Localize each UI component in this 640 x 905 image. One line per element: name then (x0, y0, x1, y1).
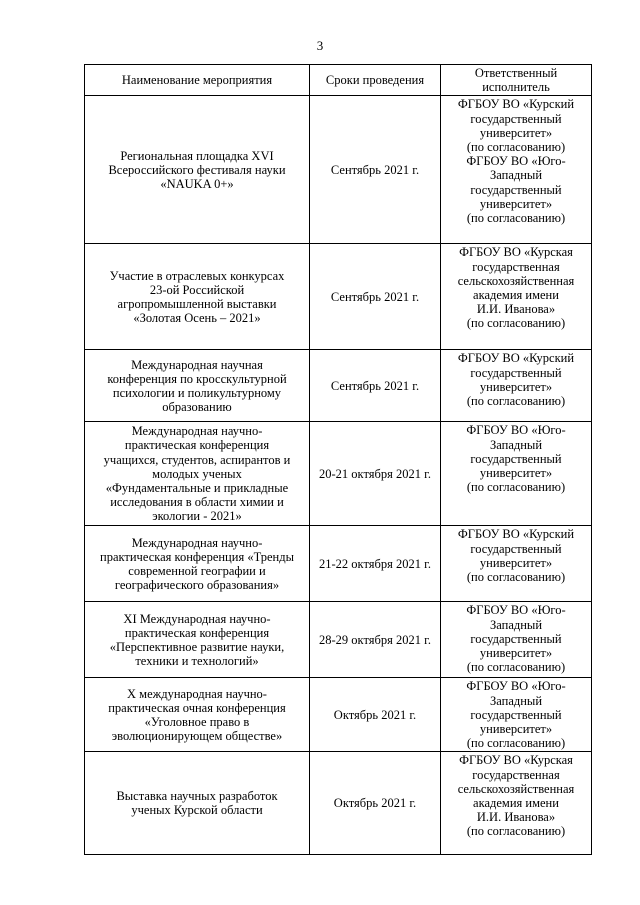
responsible-cell (441, 244, 592, 350)
responsible-line: Западный (489, 617, 543, 632)
responsible-line: академия имени (473, 796, 559, 811)
event-name-line: Международная научно- (131, 535, 263, 550)
event-name-cell (85, 96, 310, 244)
responsible-line: университет» (479, 466, 553, 481)
table-row (85, 350, 592, 422)
responsible-line: ФГБОУ ВО «Курская (459, 245, 573, 260)
event-dates-cell: Сентябрь 2021 г. (310, 350, 441, 422)
event-name-line: практическая конференция «Тренды (100, 549, 294, 564)
responsible-line: ФГБОУ ВО «Курская (459, 753, 573, 768)
event-name-line: техники и технологий» (135, 654, 259, 669)
event-name-line: молодых ученых (152, 466, 242, 481)
responsible-line: ФГБОУ ВО «Юго- (466, 679, 566, 694)
header-responsible-line: исполнитель (482, 80, 550, 95)
event-dates-cell: Октябрь 2021 г. (310, 752, 441, 855)
responsible-line: государственный (470, 631, 562, 646)
page-number: 3 (316, 38, 324, 53)
responsible-line: (по согласованию) (466, 316, 566, 331)
responsible-line: ФГБОУ ВО «Курский (457, 97, 575, 112)
responsible-cell (441, 422, 592, 526)
event-name-line: психологии и поликультурному (112, 385, 282, 400)
event-name-line: «Фундаментальные и прикладные (105, 481, 289, 495)
event-name-line: практическая конференция (124, 625, 270, 640)
responsible-line: (по согласованию) (466, 480, 566, 495)
event-name-line: конференция по кросскультурной (107, 371, 287, 386)
responsible-line: университет» (479, 379, 553, 394)
responsible-line: государственный (470, 541, 562, 556)
responsible-cell (441, 526, 592, 602)
header-dates: Сроки проведения (310, 65, 441, 96)
responsible-line: академия имени (473, 288, 559, 303)
table-row (85, 422, 592, 526)
responsible-line: университет» (479, 646, 553, 661)
event-dates-cell: 21-22 октября 2021 г. (310, 526, 441, 602)
responsible-cell (441, 752, 592, 855)
responsible-line: И.И. Иванова» (476, 302, 556, 317)
table-row (85, 602, 592, 678)
responsible-line: государственная (472, 259, 560, 274)
event-name-cell (85, 678, 310, 752)
responsible-line: государственный (470, 707, 562, 722)
event-name-cell (85, 244, 310, 350)
responsible-line: университет» (479, 722, 553, 737)
responsible-line: (по согласованию) (466, 660, 566, 675)
events-table (84, 64, 592, 855)
event-name-line: «Уголовное право в (144, 714, 250, 729)
event-name-line: «Золотая Осень – 2021» (133, 311, 261, 326)
event-dates-cell: 28-29 октября 2021 г. (310, 602, 441, 678)
event-name-line: X международная научно- (127, 686, 267, 701)
event-name-line: Всероссийского фестиваля науки (108, 162, 286, 177)
responsible-line: государственная (472, 767, 560, 782)
responsible-line: государственный (470, 182, 562, 197)
event-name-line: Региональная площадка XVI (120, 148, 274, 163)
event-name-line: «Перспективное развитие науки, (109, 639, 285, 654)
event-name-line: 23-ой Российской (149, 282, 245, 297)
header-name: Наименование мероприятия (85, 65, 310, 96)
event-dates-cell: Октябрь 2021 г. (310, 678, 441, 752)
responsible-line: (по согласованию) (466, 824, 566, 839)
event-name-line: исследования в области химии и (110, 495, 284, 510)
event-name-cell (85, 752, 310, 855)
table-header-row (85, 65, 592, 96)
responsible-line: ФГБОУ ВО «Юго- (466, 603, 566, 618)
responsible-line: Западный (489, 168, 543, 183)
responsible-cell (441, 678, 592, 752)
event-name-line: практическая конференция (124, 438, 270, 453)
event-name-line: экологии - 2021» (152, 509, 242, 524)
event-name-line: практическая очная конференция (108, 700, 286, 715)
responsible-line: ФГБОУ ВО «Курский (457, 527, 575, 542)
responsible-cell (441, 96, 592, 244)
event-name-line: образованию (162, 400, 232, 415)
responsible-line: (по согласованию) (466, 211, 566, 226)
table-row (85, 678, 592, 752)
responsible-line: ФГБОУ ВО «Юго- (466, 423, 566, 438)
responsible-line: сельскохозяйственная (457, 781, 575, 796)
header-responsible (441, 65, 592, 96)
responsible-line: государственный (470, 365, 562, 380)
table-row (85, 526, 592, 602)
event-name-line: агропромышленной выставки (117, 296, 277, 311)
responsible-line: ФГБОУ ВО «Юго- (466, 154, 566, 169)
responsible-line: (по согласованию) (466, 394, 566, 409)
responsible-line: (по согласованию) (466, 140, 566, 155)
responsible-line: государственный (470, 111, 562, 126)
responsible-line: государственный (470, 451, 562, 466)
table-row (85, 244, 592, 350)
responsible-line: университет» (479, 125, 553, 140)
event-name-line: ученых Курской области (131, 803, 263, 818)
event-name-line: современной географии и (128, 563, 266, 578)
responsible-cell (441, 350, 592, 422)
event-name-cell (85, 526, 310, 602)
responsible-line: (по согласованию) (466, 736, 566, 751)
responsible-line: сельскохозяйственная (457, 273, 575, 288)
header-responsible-line: Ответственный (474, 66, 558, 80)
event-name-line: XI Международная научно- (123, 611, 271, 626)
event-dates-cell: 20-21 октября 2021 г. (310, 422, 441, 526)
responsible-line: И.И. Иванова» (476, 810, 556, 825)
event-name-line: Международная научно- (131, 424, 263, 439)
responsible-line: (по согласованию) (466, 570, 566, 585)
event-name-cell (85, 602, 310, 678)
responsible-cell (441, 602, 592, 678)
table-row (85, 752, 592, 855)
responsible-line: Западный (489, 437, 543, 452)
responsible-line: университет» (479, 555, 553, 570)
event-dates-cell: Сентябрь 2021 г. (310, 96, 441, 244)
responsible-line: ФГБОУ ВО «Курский (457, 351, 575, 366)
event-dates-cell: Сентябрь 2021 г. (310, 244, 441, 350)
event-name-cell (85, 350, 310, 422)
responsible-line: университет» (479, 196, 553, 211)
event-name-line: эволюционирующем обществе» (111, 729, 283, 744)
responsible-line: Западный (489, 693, 543, 708)
event-name-line: «NAUKA 0+» (160, 177, 234, 191)
table-row (85, 96, 592, 244)
event-name-line: Международная научная (131, 357, 263, 372)
event-name-line: учащихся, студентов, аспирантов и (103, 452, 291, 467)
event-name-line: географического образования» (114, 578, 280, 593)
event-name-line: Выставка научных разработок (116, 789, 278, 804)
event-name-line: Участие в отраслевых конкурсах (109, 268, 285, 283)
event-name-cell (85, 422, 310, 526)
